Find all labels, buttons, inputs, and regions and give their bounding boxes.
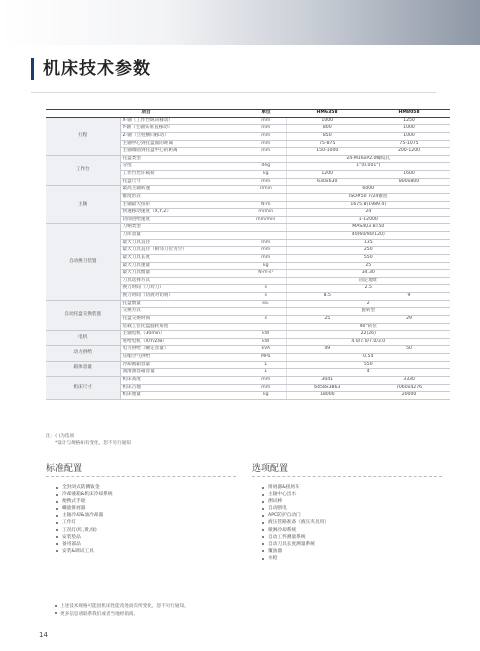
spec-unit <box>246 155 286 163</box>
spec-unit: N·m·s² <box>246 270 286 278</box>
spec-item: 刀柄类型 <box>120 224 246 232</box>
spec-value-model-1: 3041 <box>286 376 368 384</box>
spec-value-shared: 4 <box>286 369 450 377</box>
list-item-label: 喷淋冷却系统 <box>268 527 297 533</box>
note-line: *设计与规格如有变化，恕不另行通知 <box>55 441 131 446</box>
spec-value-shared: ISO#50 7/24锥度 <box>286 193 450 201</box>
spec-unit: mm <box>246 239 286 247</box>
spec-item: 刀库容量 <box>120 232 246 240</box>
spec-value-shared: 0.54 <box>286 354 450 362</box>
row-group-label: 自动换刀装置 <box>46 224 120 300</box>
spec-value-model-1: 850 <box>286 132 368 140</box>
spec-value-model-1: 1200 <box>286 171 368 179</box>
spec-unit: mm <box>246 117 286 125</box>
spec-value-shared: 固定地址 <box>286 277 450 285</box>
spec-item: 主轴端面到托盘中心的距离 <box>120 148 246 156</box>
list-item <box>55 484 113 491</box>
spec-item: 锥度形式 <box>120 193 246 201</box>
spec-item: 机床高度 <box>120 376 246 384</box>
bullet-icon <box>56 508 58 510</box>
list-item-label: 液压管路准备（液压夹具用） <box>268 520 329 526</box>
spec-value-shared: 旋转型 <box>286 308 450 316</box>
spec-item: X-轴（工作台纵向移动） <box>120 117 246 125</box>
bullet-icon <box>262 550 264 552</box>
footer-line: 更多信息请联系我们或者当地经销商。 <box>55 611 189 619</box>
spec-unit: ea. <box>246 300 286 308</box>
row-group-label: 主轴 <box>46 186 120 224</box>
spec-value-shared: 34.30 <box>286 270 450 278</box>
spec-unit: kg <box>246 392 286 400</box>
list-item <box>261 484 329 491</box>
list-item <box>261 527 329 534</box>
spec-item: 工作台允许载荷 <box>120 171 246 179</box>
spec-item: 装载工位托盘旋转角度 <box>120 323 246 331</box>
spec-item: 冷却液箱容量 <box>120 361 246 369</box>
spec-value-model-1: 800 <box>286 125 368 133</box>
bullet-icon <box>56 494 58 496</box>
spec-item: 最大刀具长度 <box>120 254 246 262</box>
bullet-icon <box>56 550 58 552</box>
spec-item: 最大刀具直径（相邻刀位为空） <box>120 247 246 255</box>
list-item <box>55 527 113 534</box>
spec-unit: r/min <box>246 186 286 194</box>
spec-unit <box>246 323 286 331</box>
spec-item: 电力供给（额定容量） <box>120 346 246 354</box>
title-accent-bar <box>31 58 34 80</box>
list-item <box>261 498 329 505</box>
spec-item: 切削进给速度 <box>120 216 246 224</box>
bullet-icon <box>56 515 58 517</box>
table-row <box>46 346 450 354</box>
list-item <box>261 505 329 512</box>
spec-table <box>46 109 450 400</box>
list-item-label: 自动断电 <box>268 506 287 512</box>
spec-value-shared: 550 <box>286 254 450 262</box>
bullet-icon <box>56 536 58 538</box>
list-item <box>55 491 113 498</box>
table-row <box>46 331 450 339</box>
list-item-label: 覆油器 <box>268 548 283 554</box>
footer-line: 上述技术规格可能因机床性能改进而有所变化，恕不另行通知。 <box>55 603 189 611</box>
spec-value-shared: 6000 <box>286 186 450 194</box>
spec-value-shared: 1°(0.001°) <box>286 163 450 171</box>
spec-item: 托盘交换时间 <box>120 315 246 323</box>
spec-unit: MPa <box>246 354 286 362</box>
optional-feature-list <box>261 484 329 562</box>
spec-value-shared: 25 <box>286 262 450 270</box>
spec-item: Y-轴（主轴头垂直移动） <box>120 125 246 133</box>
spec-value-model-1: 1000 <box>286 117 368 125</box>
optional-section-title: 选项配置 <box>252 464 289 474</box>
footer-notes <box>55 603 189 618</box>
spec-item: 压缩空气供给 <box>120 354 246 362</box>
spec-table-header <box>46 110 450 118</box>
spec-value-shared: 4.0/7.0/7.0/3.0 <box>286 338 450 346</box>
spec-item: Z-轴（立柱横向移动） <box>120 132 246 140</box>
list-item <box>55 519 113 526</box>
bullet-icon <box>262 522 264 524</box>
bullet-icon <box>55 612 57 614</box>
spec-value-model-2: 1250 <box>368 117 450 125</box>
bullet-icon <box>262 536 264 538</box>
list-item <box>55 548 113 555</box>
standard-feature-list <box>55 484 113 555</box>
spec-unit: m/min <box>246 209 286 217</box>
list-item <box>55 541 113 548</box>
spec-item: 机床重量 <box>120 392 246 400</box>
table-row <box>46 155 450 163</box>
list-item <box>261 555 329 562</box>
spec-unit: s <box>246 293 286 301</box>
spec-unit: s <box>246 315 286 323</box>
table-row <box>46 361 450 369</box>
spec-unit <box>246 193 286 201</box>
page-title: 机床技术参数 <box>43 59 151 79</box>
spec-unit: kg <box>246 171 286 179</box>
list-item-label: 排屑器&接屑车 <box>268 485 300 490</box>
spec-unit: mm <box>246 376 286 384</box>
row-group-label: 自动托盘交换装置 <box>46 300 120 331</box>
spec-value-shared: 135 <box>286 239 450 247</box>
list-item <box>261 519 329 526</box>
list-item-label: 螺旋排屑器 <box>62 506 86 512</box>
spec-value-model-1: 6458x3863 <box>286 384 368 392</box>
row-group-label: 工作台 <box>46 155 120 186</box>
bullet-icon <box>56 487 58 489</box>
spec-item: 主轴电机（30min） <box>120 331 246 339</box>
spec-unit: s <box>246 285 286 293</box>
title-block <box>31 48 451 102</box>
header-model-1: HM635Ⅱ <box>286 110 368 118</box>
spec-value-model-2: 1600 <box>368 171 450 179</box>
bullet-icon <box>262 515 264 517</box>
list-item-label: 备用部品 <box>62 541 81 547</box>
spec-item: 刀具选择方式 <box>120 277 246 285</box>
spec-item: 润滑油容箱容量 <box>120 369 246 377</box>
list-item-label: 安装&调试工具 <box>62 548 94 554</box>
spec-unit: N·m <box>246 201 286 209</box>
spec-value-model-1: 630x630 <box>286 178 368 186</box>
list-item <box>55 505 113 512</box>
bullet-icon <box>55 605 57 607</box>
page-number: 14 <box>39 631 48 639</box>
spec-item: 进给电机（X/Y/Z/B） <box>120 338 246 346</box>
table-row <box>46 376 450 384</box>
spec-item: 交换方式 <box>120 308 246 316</box>
spec-value-model-1: 150-1000 <box>286 148 368 156</box>
spec-unit <box>246 277 286 285</box>
title-divider <box>31 92 436 93</box>
bullet-icon <box>262 501 264 503</box>
spec-item: 换刀时间（刀对刀） <box>120 285 246 293</box>
row-group-label: 箱体容量 <box>46 361 120 376</box>
spec-value-model-1: 75-875 <box>286 140 368 148</box>
spec-unit: kg <box>246 262 286 270</box>
spec-value-model-1: 49 <box>286 346 368 354</box>
list-item-label: 自动工件测量系统 <box>268 534 306 540</box>
bullet-icon <box>56 501 58 503</box>
spec-unit: deg <box>246 163 286 171</box>
spec-item: 托盘类型 <box>120 155 246 163</box>
row-group-label: 行程 <box>46 117 120 155</box>
list-item <box>261 512 329 519</box>
bullet-icon <box>262 543 264 545</box>
bullet-icon <box>56 522 58 524</box>
spec-value-model-2: 7060x4276 <box>368 384 450 392</box>
spec-value-model-2: 20000 <box>368 392 450 400</box>
standard-section-divider <box>46 476 236 477</box>
list-item <box>261 491 329 498</box>
list-item <box>55 498 113 505</box>
bullet-icon <box>262 529 264 531</box>
spec-value-shared: 1-12000 <box>286 216 450 224</box>
list-item-label: 冷却液箱&机床冷却系统 <box>62 492 113 498</box>
spec-value-shared: MAS403 BT50 <box>286 224 450 232</box>
row-group-label: 机床尺寸 <box>46 376 120 399</box>
spec-value-model-1: 8.5 <box>286 293 368 301</box>
bullet-icon <box>56 529 58 531</box>
spec-value-shared: 1675.8(1989.4) <box>286 201 450 209</box>
spec-unit: mm <box>246 132 286 140</box>
table-row <box>46 117 450 125</box>
spec-table-body <box>46 117 450 399</box>
spec-unit: mm <box>246 140 286 148</box>
spec-item: 换刀时间（切屑对切屑） <box>120 293 246 301</box>
list-item <box>261 548 329 555</box>
list-item <box>55 512 113 519</box>
bullet-icon <box>262 494 264 496</box>
spec-value-model-1: 25 <box>286 315 368 323</box>
spec-value-shared: 90°转位 <box>286 323 450 331</box>
spec-unit: mm/min <box>246 216 286 224</box>
list-item-label: APC防护自动门 <box>268 513 301 519</box>
spec-value-shared: 22(26) <box>286 331 450 339</box>
spec-item: 托盘尺寸 <box>120 178 246 186</box>
spec-value-shared: 2.5 <box>286 285 450 293</box>
spec-value-model-2: 3330 <box>368 376 450 384</box>
list-item-label: 便携式手轮 <box>62 499 86 505</box>
table-row <box>46 186 450 194</box>
spec-item: 分度 <box>120 163 246 171</box>
list-item-label: 主轴中心出水 <box>268 492 297 498</box>
spec-unit: mm <box>246 254 286 262</box>
header-item: 项目 <box>46 110 246 118</box>
row-group-label: 动力供给 <box>46 346 120 361</box>
row-group-label: 电机 <box>46 331 120 346</box>
spec-unit: kW <box>246 338 286 346</box>
spec-unit: kW <box>246 331 286 339</box>
spec-unit: mm <box>246 247 286 255</box>
table-row <box>46 300 450 308</box>
list-item <box>261 541 329 548</box>
spec-item: 机床占地 <box>120 384 246 392</box>
spec-value-shared: 24 <box>286 209 450 217</box>
spec-item: 最大刀具直径 <box>120 239 246 247</box>
spec-item: 快速移动速度（X,Y,Z） <box>120 209 246 217</box>
spec-item: 最大刀具惯量 <box>120 270 246 278</box>
optional-section-divider <box>252 476 442 477</box>
spec-value-model-2: 75-1075 <box>368 140 450 148</box>
spec-value-model-2: 1000 <box>368 132 450 140</box>
list-item-label: 自动刀具长度测量系统 <box>268 541 315 547</box>
spec-unit: mm <box>246 148 286 156</box>
spec-value-model-2: 200-1200 <box>368 148 450 156</box>
standard-section-title: 标准配置 <box>46 464 83 474</box>
spec-unit: mm <box>246 178 286 186</box>
table-row <box>46 224 450 232</box>
spec-item: 最高主轴转速 <box>120 186 246 194</box>
spec-item: 主轴最大扭矩 <box>120 201 246 209</box>
spec-value-shared: 250 <box>286 247 450 255</box>
spec-unit <box>246 232 286 240</box>
list-item-label: 工况灯(红,黄,绿) <box>62 527 97 533</box>
spec-item: 主轴中心到托盘面的距离 <box>120 140 246 148</box>
spec-unit: kVA <box>246 346 286 354</box>
spec-unit <box>246 224 286 232</box>
spec-value-model-2: 9 <box>368 293 450 301</box>
note-line: 注：( )为选项 <box>46 434 75 439</box>
bullet-icon <box>56 543 58 545</box>
spec-value-model-2: 800x800 <box>368 178 450 186</box>
list-item-label: 主轴冷却&油冷却器 <box>62 513 104 519</box>
bullet-icon <box>262 508 264 510</box>
spec-unit: mm <box>246 384 286 392</box>
spec-value-shared: 24-M16xP2.0螺纹孔 <box>286 155 450 163</box>
header-banner <box>0 0 480 45</box>
spec-unit: L <box>246 361 286 369</box>
list-item-label: 工作灯 <box>62 520 77 526</box>
table-notes <box>46 433 131 447</box>
list-item <box>55 534 113 541</box>
bullet-icon <box>262 487 264 489</box>
spec-item: 托盘数量 <box>120 300 246 308</box>
list-item <box>261 534 329 541</box>
bullet-icon <box>262 558 264 560</box>
spec-item: 最大刀具重量 <box>120 262 246 270</box>
spec-value-shared: 40(60/90/120) <box>286 232 450 240</box>
list-item-label: 测试棒 <box>268 499 283 505</box>
spec-value-model-2: 50 <box>368 346 450 354</box>
spec-unit: mm <box>246 125 286 133</box>
spec-value-model-1: 18000 <box>286 392 368 400</box>
list-item-label: 全封闭式防溅钣金 <box>62 485 100 490</box>
spec-value-model-2: 29 <box>368 315 450 323</box>
list-item-label: 水枪 <box>268 555 278 561</box>
list-item-label: 安装垫品 <box>62 534 81 540</box>
spec-unit: L <box>246 369 286 377</box>
spec-value-shared: 2 <box>286 300 450 308</box>
spec-value-shared: 550 <box>286 361 450 369</box>
spec-unit <box>246 308 286 316</box>
spec-value-model-2: 1000 <box>368 125 450 133</box>
header-unit: 单位 <box>246 110 286 118</box>
header-model-2: HM805Ⅱ <box>368 110 450 118</box>
